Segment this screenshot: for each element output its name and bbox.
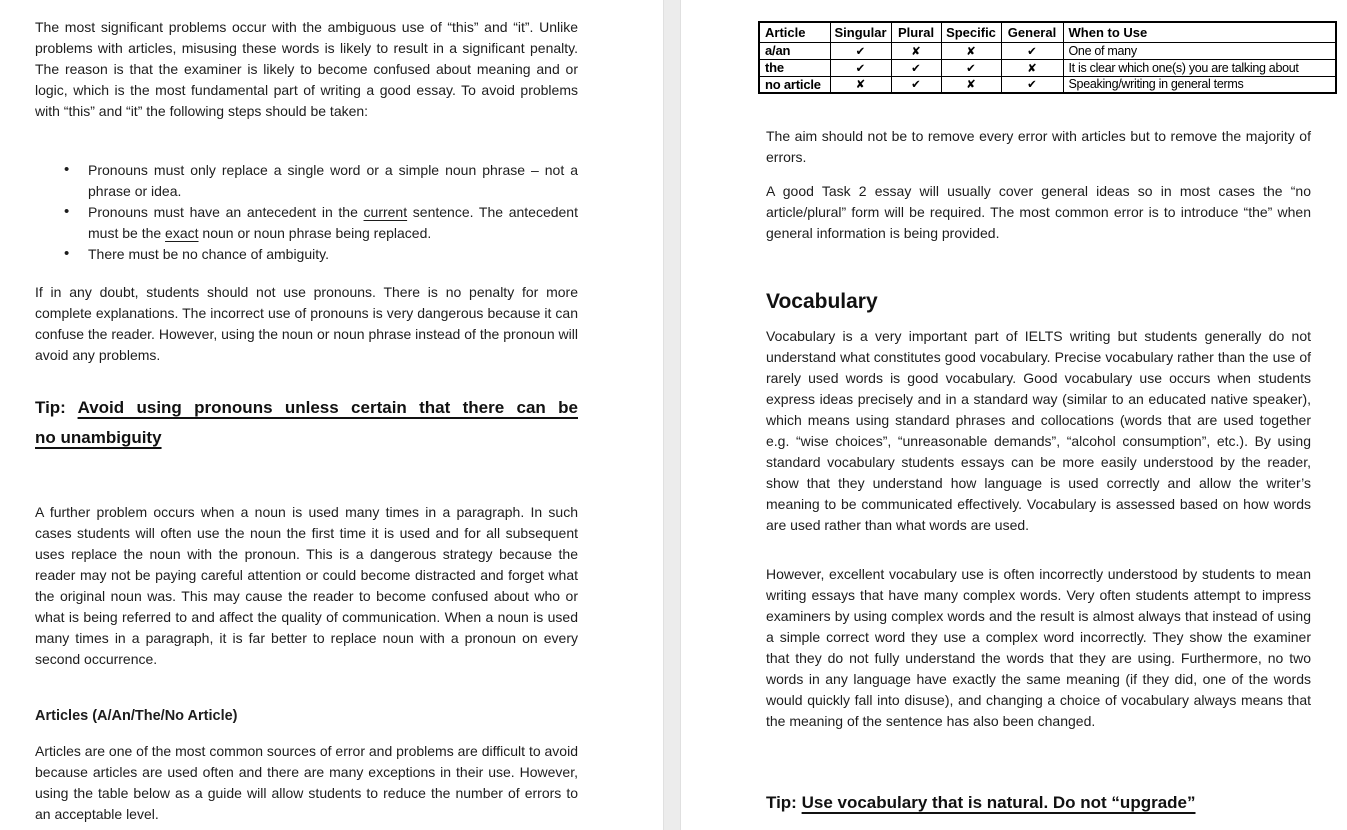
- table-header-specific: Specific: [941, 22, 1001, 42]
- cross-icon: ✘: [891, 42, 941, 59]
- bullet-text: There must be no chance of ambiguity.: [88, 246, 329, 262]
- table-header-general: General: [1001, 22, 1063, 42]
- tip-line-1: [35, 393, 578, 423]
- check-icon: ✔: [830, 42, 891, 59]
- bullet-item: [35, 202, 578, 244]
- underlined-word: exact: [165, 225, 199, 241]
- table-header-singular: Singular: [830, 22, 891, 42]
- bullet-text: Pronouns must only replace a single word or a simple noun phrase – not a phrase or idea.: [88, 162, 578, 199]
- article-cell: a/an: [759, 42, 830, 59]
- cross-icon: ✘: [941, 42, 1001, 59]
- tip-label: Tip:: [766, 793, 797, 812]
- tip-underlined-text-2: no unambiguity: [35, 428, 162, 447]
- table-row-no-article: [759, 76, 1336, 93]
- table-header-plural: Plural: [891, 22, 941, 42]
- paragraph-complex-words: However, excellent vocabulary use is often incorrectly understood by students to mean writing essays that have many complex words. Very often students attempt to impress examiners by using complex words and the result is almost always that instead of using a simple correct word they use a complex word incorrectly. They show the examiner that they do not fully understand the words that they are using. Furthermore, no two words in any language have exactly the same meaning (if they did, one of the words would quickly fall into disuse), and changing a choice of vocabulary always means that the meaning of the sentence has also been changed.: [766, 566, 1311, 729]
- check-icon: ✔: [891, 76, 941, 93]
- tip-underlined-text: Use vocabulary that is natural. Do not “upgrade”: [801, 793, 1196, 812]
- cross-icon: ✘: [1001, 59, 1063, 76]
- tip-underlined-text-1: Avoid using pronouns unless certain that there can be: [77, 398, 578, 417]
- article-usage-table-wrapper: [758, 21, 1337, 94]
- paragraph-vocabulary-importance: Vocabulary is a very important part of IELTS writing but students generally do not understand what constitutes good vocabulary. Precise vocabulary rather than the use of rarely used words is good vocabulary. Good vocabulary use occurs when students express ideas precisely and in a standard way (similar to an educated native speaker), which means using standard phrases and collocations (words that are used together e.g. “wise choices”, “unreasonable demands”, “alcohol consumption”, etc.). By using standard vocabulary students essays can be more easily understood by the reader, show that they understand how language is used correctly and allow the writer’s meaning to be communicated effectively. Vocabulary is assessed based on how words are used rather than what words are used.: [766, 328, 1311, 533]
- bullet-list-pronoun-rules: [35, 160, 578, 265]
- check-icon: ✔: [1001, 76, 1063, 93]
- table-header-article: Article: [759, 22, 830, 42]
- table-row-a-an: [759, 42, 1336, 59]
- tip-line-2: [35, 423, 578, 453]
- paragraph-this-it-problems: The most significant problems occur with the ambiguous use of “this” and “it”. Unlike problems with articles, misusing these words is likely to result in a significant penalty. The reason is that the examiner is likely to become confused about meaning and or logic, which is the most fundamental part of writing a good essay. To avoid problems with “this” and “it” the following steps should be taken:: [35, 19, 578, 119]
- tip-heading-natural-vocabulary: [766, 788, 1311, 818]
- when-to-use-cell: Speaking/writing in general terms: [1063, 76, 1336, 93]
- bullet-dot-icon: •: [64, 161, 70, 178]
- check-icon: ✔: [830, 59, 891, 76]
- paragraph-aim-remove-errors: The aim should not be to remove every error with articles but to remove the majority of errors.: [766, 128, 1311, 165]
- bullet-text: noun or noun phrase being replaced.: [198, 225, 432, 241]
- when-to-use-cell: One of many: [1063, 42, 1336, 59]
- when-to-use-cell: It is clear which one(s) you are talking about: [1063, 59, 1336, 76]
- table-header-row: [759, 22, 1336, 42]
- check-icon: ✔: [891, 59, 941, 76]
- paragraph-task2-general-ideas: A good Task 2 essay will usually cover general ideas so in most cases the “no article/plural” form will be required. The most common error is to introduce “the” when general information is being provided.: [766, 183, 1311, 241]
- check-icon: ✔: [941, 59, 1001, 76]
- bullet-item: [35, 160, 578, 202]
- bullet-text: sentence. The antecedent must be the: [88, 204, 578, 241]
- bullet-text: Pronouns must have an antecedent in the: [88, 204, 364, 220]
- bullet-dot-icon: •: [64, 203, 70, 220]
- bullet-item: [35, 244, 578, 265]
- table-header-when-to-use: When to Use: [1063, 22, 1336, 42]
- underlined-word: current: [363, 204, 408, 220]
- bullet-dot-icon: •: [64, 245, 70, 262]
- article-cell: no article: [759, 76, 830, 93]
- cross-icon: ✘: [830, 76, 891, 93]
- cross-icon: ✘: [941, 76, 1001, 93]
- tip-heading-avoid-pronouns: [35, 393, 578, 453]
- paragraph-articles-intro: Articles are one of the most common sources of error and problems are difficult to avoid because articles are used often and there are many exceptions in their use. However, using the table below as a guide will allow students to reduce the number of errors to an acceptable level.: [35, 743, 578, 822]
- tip-label: Tip:: [35, 398, 66, 417]
- table-row-the: [759, 59, 1336, 76]
- tip-line: [766, 788, 1311, 818]
- check-icon: ✔: [1001, 42, 1063, 59]
- article-cell: the: [759, 59, 830, 76]
- heading-vocabulary: Vocabulary: [766, 290, 878, 313]
- paragraph-if-in-doubt: If in any doubt, students should not use pronouns. There is no penalty for more complete explanations. The incorrect use of pronouns is very dangerous because it can confuse the reader. However, using the noun or noun phrase instead of the pronoun will avoid any problems.: [35, 284, 578, 363]
- page-gap-divider: [663, 0, 681, 830]
- paragraph-noun-repetition: A further problem occurs when a noun is used many times in a paragraph. In such cases students will often use the noun the first time it is used and for all subsequent uses replace the noun with the pronoun. This is a dangerous strategy because the reader may not be paying careful attention or could become distracted and forget what the original noun was. This may cause the reader to become confused about who or what is being referred to and affect the quality of communication. When a noun is used many times in a paragraph, it is far better to replace noun with a pronoun on every second occurrence.: [35, 504, 578, 667]
- heading-articles: Articles (A/An/The/No Article): [35, 708, 238, 724]
- article-usage-table: [758, 21, 1337, 94]
